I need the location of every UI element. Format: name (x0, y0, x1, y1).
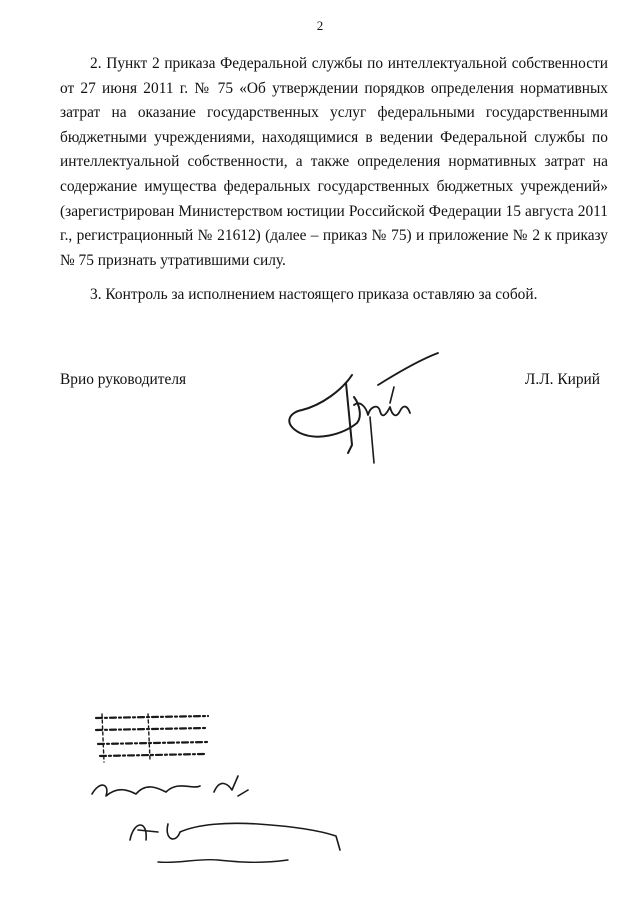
document-body (60, 52, 608, 308)
paragraph-2: 2. Пункт 2 приказа Федеральной службы по интеллектуальной собственности от 27 июня 2011 г. № 75 «Об утверждении порядков определения нормативных затрат на оказание государственных услуг федеральными государственными бюджетными учреждениями, находящимися в ведении Федеральной службы по интеллектуальной собственности, а также определения нормативных затрат на содержание имущества федеральных государственных бюджетных учреждений» (зарегистрирован Министерством юстиции Российской Федерации 15 августа 2011 г., регистрационный № 21612) (далее – приказ № 75) и приложение № 2 к приказу № 75 признать утратившими силу. (60, 55, 608, 269)
handwritten-note (88, 760, 368, 880)
signatory-role: Врио руководителя (60, 371, 187, 388)
approval-stamp (88, 708, 218, 768)
signature (282, 345, 442, 475)
signatory-name: Л.Л. Кирий (524, 371, 600, 388)
page-number: 2 (316, 18, 324, 33)
paragraph-3: 3. Контроль за исполнением настоящего приказа оставляю за собой. (90, 286, 538, 304)
